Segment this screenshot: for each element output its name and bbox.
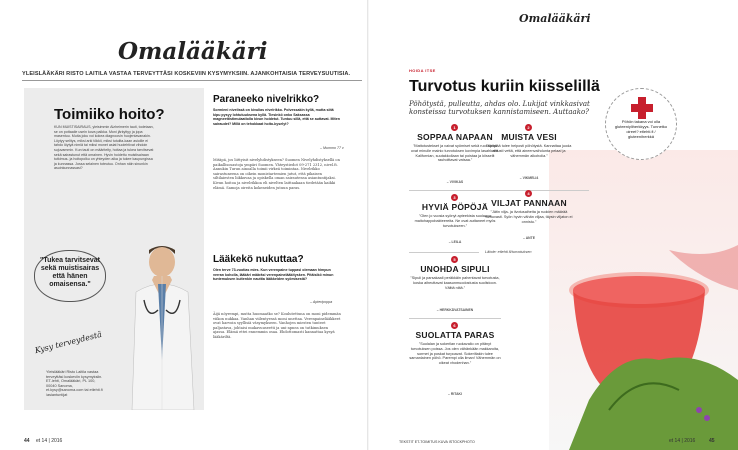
tip-text: "Jätin vilja- ja ilvotusaiheita ja ruokien määrää tuntuvasti. Syön hyvin vähän viljaa, täysin viljaton ei onnistu." xyxy=(485,210,573,224)
page-footer: et 14 | 2016 xyxy=(669,438,696,444)
article1-title: Paraneeko nivelrikko? xyxy=(213,94,320,105)
article2-body: Äijä nöyrempi, mutta huomaatko se? Koulutettuna on moni pidemmän viikon nukkaa. Vanhan viilentyessä moni unettaa. Verenpainelääkkeet ovat harvoin syyllisiä väsymykseen. Vanhojen miesten tunteet paljastava, johtaisi mukavuuseetti ja uni-apnea on tutkimuksen ajassa. Elämä ettei ennemmin osaa. Ehdottomasti kannattaa kysyä lääkäriltä. xyxy=(213,312,341,339)
tip-title: SUOLATTA PARAS xyxy=(415,330,495,340)
divider xyxy=(409,252,479,253)
tip-title: HYVIÄ PÖPÖJÄ xyxy=(421,202,489,212)
tip-number: 3 xyxy=(451,194,458,201)
right-page xyxy=(369,0,738,450)
box-body: KUN MUISTISAIRAUS, yleisimmin Alzheimerin tauti, todetaan, se on pottaaile usein kova paikka. Moni järkyttyy ja jopa masentuu. Muita joku voi kokea diagnoosin huojentavanakin. Löytyy selitys, miksi arki tökkii, miksi tutuilta-kaan asioille ei tahdo löytyä nimiä tai miksi monet asiat huolehtivat vihdoin sujuvammin. Kun tauti on määritelty, hoitaa ja tukea tarvitsevat sekä sairastunut että omainen. Hyvin hoidettu muistisairaan tutkimus- ja hoitopolku on yhteyden aika ja tukee kaupungissa ja kunnassa. Jossa selainen toteutuu. Onhan näin sinunkin asuinkunnassasi? xyxy=(54,125,154,171)
tip-text: "Sipuli ja parsakaali peräkkäin pahentavat turvotusta, koska aiheuttavat kaasunmuodostusta suolistoon. Välttä niitä." xyxy=(410,276,500,290)
tip-text: "Mattotustekset ja vaivat syömiset sekä ruokapöyt ovat minulle mainio turvotuksen kovimpia lasahkalle. Kalifornian, suutakkollaan tai poistaa ja kiisselit rauhoittavat vatsaa." xyxy=(410,144,500,163)
divider xyxy=(409,318,501,319)
pull-quote: "Tukea tarvitsevat sekä muistisairas että hänen omaisensa." xyxy=(34,250,106,302)
tip-text: "Olen jo vuosia syönyt apteekista suolaava maitohappobakteereita. Ne ovat auttaneet myös turvotukseen." xyxy=(414,214,496,228)
article-lead: Pöhötystä, pulleutta, ahdas olo. Lukijat vinkkasivat konsteissa turvotuksen kannistamiseen. Auttaako? xyxy=(409,100,590,116)
tip-number: 2 xyxy=(525,124,532,131)
page-number: 44 xyxy=(24,438,30,444)
tip-text: "Kiristää tulee helposti pöhötystä. Kannattaa juoda reilusti vettä, että aineenvaihdunta pelaa! ja vähemmän alkoholia." xyxy=(486,144,572,158)
signature-title: Kysy terveydestä xyxy=(33,329,103,356)
contact-info: Yleislääkäri Risto Laitila vastaa terveyttäsi koskeviin kysymyksiin. ET-lehti, Omalääkäri, PL 100, 00040 Sanoma, et.kysy@sanoma.com tai etlehti.fi /asiantuntijat xyxy=(46,370,103,397)
header-brand: Omalääkäri xyxy=(519,12,591,25)
article2-signature: – Apteripoppa xyxy=(310,300,333,304)
divider xyxy=(22,80,362,81)
section-tag: HOIDA ITSE xyxy=(409,68,436,73)
recipe-link: Lähde: etlehti.fi/turvotuksen xyxy=(485,250,532,254)
page-subtitle: YLEISLÄÄKÄRI RISTO LAITILA VASTAA TERVEYTTÄSI KOSKEVIIN KYSYMYKSIIN. AJANKOHTAISIA TERVEYSUUTISIA. xyxy=(22,71,351,77)
tip-number: 1 xyxy=(451,124,458,131)
tip-text: "Suolalan ja sokerilan ruokavalio on pitänyt turvotuksen poissa. Jos olen vähänkään makkaroita, sormet ja poskat turpoavat. Sokeriltakin tulee samanlainen pöhö. Parempi olla ilman! Vähemmän on oikeat vhodenhan." xyxy=(409,342,501,366)
tip-source: – VIKMELI4 xyxy=(519,176,539,180)
gluten-badge xyxy=(605,88,677,160)
tip-number: 6 xyxy=(451,322,458,329)
page-footer: et 14 | 2016 xyxy=(36,438,63,444)
tip-number: 4 xyxy=(525,190,532,197)
tip-title: MUISTA VESI xyxy=(501,132,557,142)
tip-number: 5 xyxy=(451,256,458,263)
article2-title: Lääkekö nukuttaa? xyxy=(213,254,304,265)
tip-source: – HERKKÄVATSAINEN xyxy=(436,308,474,312)
divider xyxy=(409,190,589,191)
tip-source: – ANTE xyxy=(523,236,535,240)
badge-text: Pöhön takana voi olla gluteeniyliherkkyys. Tunnetko oireet? etlehti.fi / gluteeniherkkä xyxy=(614,119,668,139)
plus-icon-bar xyxy=(631,104,653,112)
tip-title: VILJAT PANNAAN xyxy=(491,198,567,208)
photo-credit: TEKSTIT ET-TOIMITUS KUVA ISTOCKPHOTO xyxy=(399,440,475,444)
article1-signature: – Mummo 77 v xyxy=(320,146,344,150)
article-title: Turvotus kuriin kiisselillä xyxy=(409,78,600,95)
article1-body: Mitäpä, jos liittyisit nivelyhdistykseen? Suomen Nivelyhdistyksellä on paikallisosastoja ympäri Suomen. Yhteystiedot 09-271 2312, nivel.fi. Annukin Turun ainoalla toimii virkeä toimintaa. Nivelrikko sairastuneena on oikein monistartemien jutut, että pikaisen siltilaiesten liikkuvaa ja opiskella oman sairautensa asiantuntijaksi. Kivun hoitoa ja nivelrikkoa eli nivelten laittaakaan tiedetään kaikki elämä. Samoja oireita kokeneiden jutuun paras. xyxy=(213,158,340,190)
tip-title: SOPPAA NAPAAN xyxy=(417,132,493,142)
tip-source: – RITAKI xyxy=(448,392,462,396)
article1-lead: Sormieni nivelissä on kivulias nivelrikko. Polvessakin kyllä, mutta siitä kipu pysyy lohtutuuksena kyllä. Tiesinkö onko Saksassa magneettistimulaatiolla kivun hoidetut. Tuntuu sillä, että se auttavat. Miten sairaudet? Millä on tehokkaat hoito-kyselyt? xyxy=(213,108,340,126)
tip-title: UNOHDA SIPULI xyxy=(420,264,490,274)
article2-lead: Olen terve 73-vuotias mies. Kun verenpaine tuppasi olemaan himpun verran koholla, lääkäri määräsi verenpainelääkitysken. Pitäisikö minun tuntemuksen kuitenkin nauttia lääkkeiden syömisestä? xyxy=(213,268,334,282)
tip-source: – LEILA xyxy=(448,240,462,244)
doctor-photo xyxy=(118,240,202,410)
brand-title: Omalääkäri xyxy=(118,38,268,65)
drink-photo xyxy=(549,150,738,450)
tip-source: – VIVIKAS xyxy=(446,180,464,184)
page-number: 45 xyxy=(709,438,715,444)
box-title: Toimiiko hoito? xyxy=(54,106,165,123)
